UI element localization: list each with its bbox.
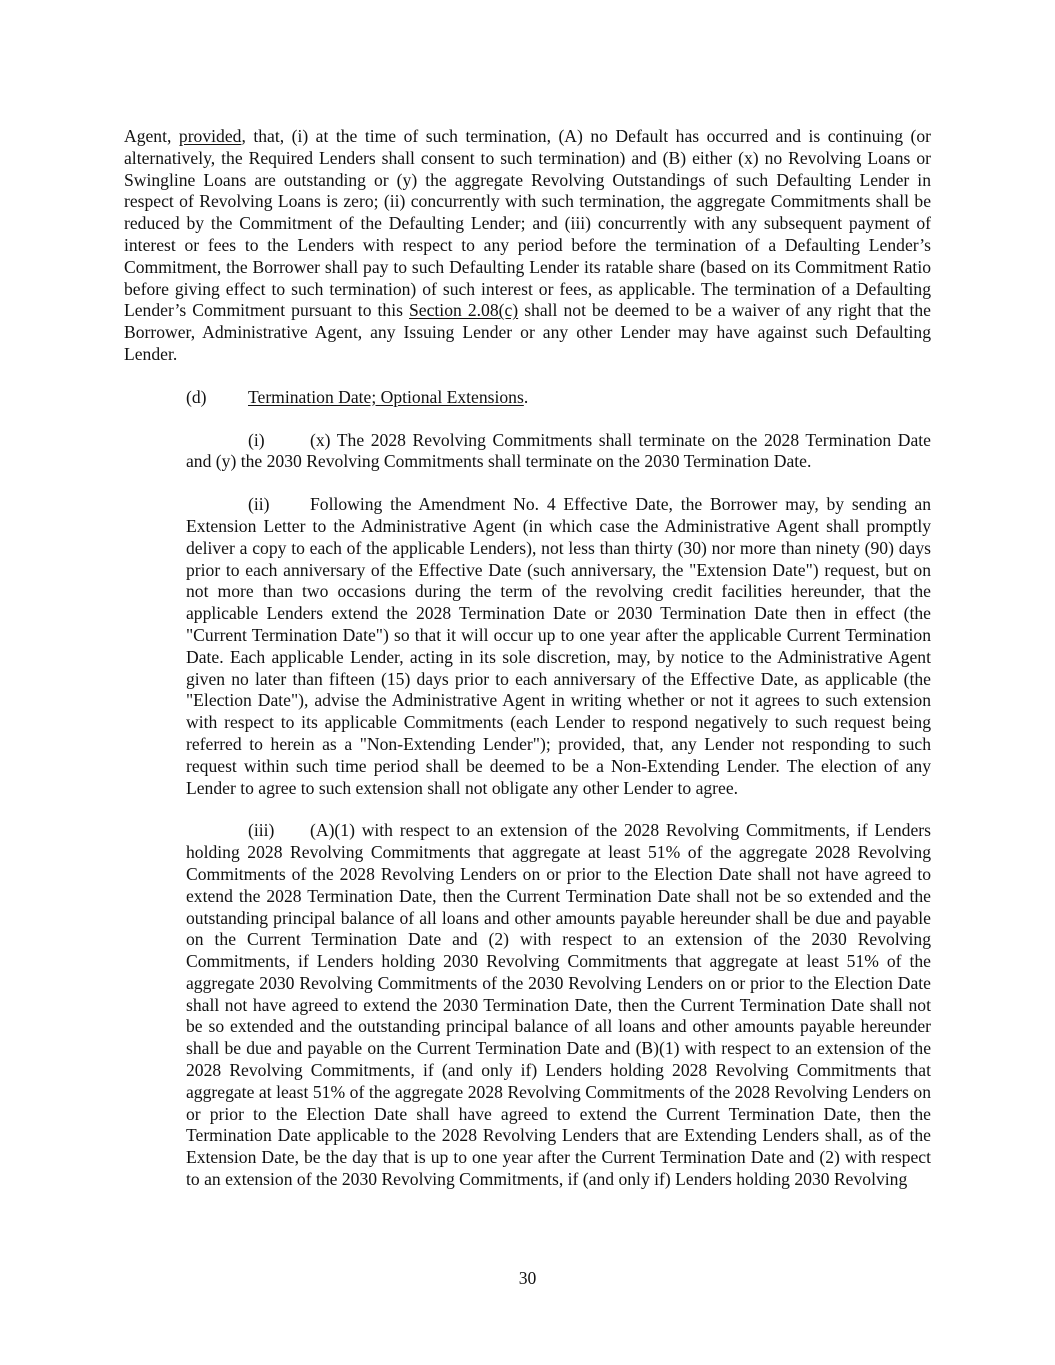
section-d-number: (d) <box>186 386 207 407</box>
intro-paragraph: Agent, provided, that, (i) at the time of such termination, (A) no Default has occurred and is continuing (or alternatively, the Required Lenders shall consent to such termination) and (B) either (x) no Revolving Loans or Swingline Loans are outstanding or (y) the aggregate Revolving Outstandings of such Defaulting Lender in respect of Revolving Loans is zero; (ii) concurrently with such termination, the aggregate Commitments shall be reduced by the Commitment of the Defaulting Lender; and (iii) concurrently with any subsequent payment of interest or fees to the Lenders with respect to any period before the termination of a Defaulting Lender’s Commitment, the Borrower shall pay to such Defaulting Lender its ratable share (based on its Commitment Ratio before giving effect to such termination) of such interest or fees, as applicable. The termination of a Defaulting Lender’s Commitment pursuant to this Section 2.08(c) shall not be deemed to be a waiver of any right that the Borrower, Administrative Agent, any Issuing Lender or any other Lender may have against such Defaulting Lender. <box>124 126 931 364</box>
section-d-heading: (d) Termination Date; Optional Extensions. <box>186 386 529 407</box>
subsection-i-text: (x) The 2028 Revolving Commitments shall terminate on the 2028 Termination Date and (y) the 2030 Revolving Commitments shall terminate on the 2030 Termination Date. <box>186 429 931 472</box>
subsection-iii-text: (A)(1) with respect to an extension of the 2028 Revolving Commitments, if Lenders holding 2028 Revolving Commitments that aggregate at least 51% of the aggregate 2028 Revolving Commitments of the 2028 Revolving Lenders on or prior to the Election Date shall not have agreed to extend the 2028 Termination Date, then the Current Termination Date shall not be so extended and the outstanding principal balance of all loans and other amounts payable hereunder shall be due and payable on the Current Termination Date and (2) with respect to an extension of the 2030 Revolving Commitments, if Lenders holding 2030 Revolving Commitments that aggregate at least 51% of the aggregate 2030 Revolving Commitments of the 2030 Revolving Lenders on or prior to the Election Date shall not have agreed to extend the 2030 Termination Date, then the Current Termination Date shall not be so extended and the outstanding principal balance of all loans and other amounts payable hereunder shall be due and payable on the Current Termination Date and (B)(1) with respect to an extension of the 2028 Revolving Commitments, if (and only if) Lenders holding 2028 Revolving Commitments that aggregate at least 51% of the aggregate 2028 Revolving Commitments of the 2028 Revolving Lenders on or prior to the Election Date shall have agreed to extend the Current Termination Date, then the Termination Date applicable to the 2028 Revolving Lenders that are Extending Lenders shall, as of the Extension Date, be the day that is up to one year after the Current Termination Date and (2) with respect to an extension of the 2030 Revolving Commitments, if (and only if) Lenders holding 2030 Revolving <box>186 820 931 1190</box>
subsection-i-number: (i) <box>248 429 265 450</box>
section-reference: Section 2.08(c) <box>409 300 519 321</box>
subsection-iii <box>186 820 931 1191</box>
subsection-ii-number: (ii) <box>248 494 270 515</box>
page-number: 30 <box>518 1268 537 1288</box>
subsection-ii <box>186 494 931 799</box>
subsection-ii-text: Following the Amendment No. 4 Effective Date, the Borrower may, by sending an Extension Letter to the Administrative Agent (in which case the Administrative Agent shall promptly deliver a copy to each of the applicable Lenders), not less than thirty (30) nor more than ninety (90) days prior to each anniversary of the Effective Date (such anniversary, the "Extension Date") request, but on not more than two occasions during the term of the revolving credit facilities hereunder, that the applicable Lenders extend the 2028 Termination Date or 2030 Termination Date then in effect (the "Current Termination Date") so that it will occur up to one year after the applicable Current Termination Date. Each applicable Lender, acting in its sole discretion, may, by notice to the Administrative Agent given no later than fifteen (15) days prior to each anniversary of the Effective Date, as applicable (the "Election Date"), advise the Administrative Agent in writing whether or not it agrees to such extension with respect to its applicable Commitments (each Lender to respond negatively to such request being referred to herein as a "Non-Extending Lender"); provided, that, any Lender not responding to such request within such time period shall be deemed to be a Non-Extending Lender. The election of any Lender to agree to such extension shall not obligate any other Lender to agree. <box>186 494 931 798</box>
document-page <box>124 126 931 1212</box>
provided-term: provided <box>178 126 242 146</box>
subsection-i <box>186 430 931 474</box>
subsection-iii-number: (iii) <box>248 820 275 841</box>
section-d-title: Termination Date; Optional Extensions <box>248 386 524 407</box>
